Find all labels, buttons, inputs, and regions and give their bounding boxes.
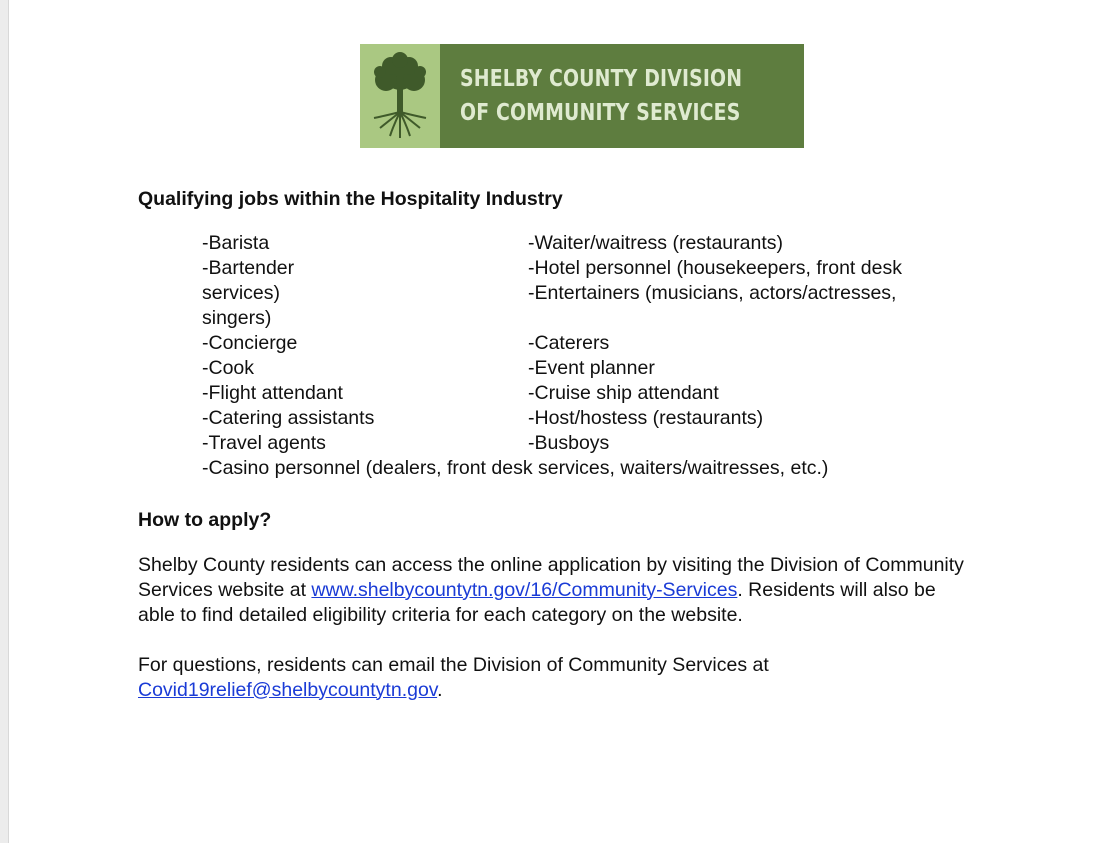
list-item: -Host/hostess (restaurants) xyxy=(528,407,764,429)
list-item: -Travel agents xyxy=(202,432,326,454)
logo-line-1: SHELBY COUNTY DIVISION xyxy=(460,66,743,92)
list-item: -Waiter/waitress (restaurants) xyxy=(528,232,783,254)
questions-text: For questions, residents can email the Division of Community Services at xyxy=(138,653,769,676)
document-content xyxy=(138,187,968,703)
apply-heading: How to apply? xyxy=(138,509,272,531)
questions-text-end: . xyxy=(437,678,443,701)
questions-paragraph xyxy=(138,653,968,703)
list-item: -Flight attendant xyxy=(202,382,343,404)
list-item: -Casino personnel (dealers, front desk services, waiters/waitresses, etc.) xyxy=(202,457,829,479)
section-heading: Qualifying jobs within the Hospitality Industry xyxy=(138,188,563,210)
shelby-county-logo xyxy=(360,44,763,148)
list-item: -Event planner xyxy=(528,357,655,379)
logo-line-2: OF COMMUNITY SERVICES xyxy=(460,100,741,126)
list-item: -Entertainers (musicians, actors/actresses, xyxy=(528,282,897,304)
list-item: -Cook xyxy=(202,357,255,379)
list-item: -Bartender xyxy=(202,257,295,279)
apply-text: Shelby County residents can access the online application by visiting the Division of Community Services website at xyxy=(138,553,964,601)
apply-paragraph xyxy=(138,553,968,628)
apply-text-end: . Residents will also be able to find detailed eligibility criteria for each category on the website. xyxy=(138,578,936,626)
email-link[interactable]: Covid19relief@shelbycountytn.gov xyxy=(138,678,438,701)
list-item: -Concierge xyxy=(202,332,298,354)
community-services-link[interactable]: www.shelbycountytn.gov/16/Community-Services xyxy=(311,578,738,601)
page-edge xyxy=(0,0,9,843)
jobs-list xyxy=(138,231,968,481)
list-item: services) xyxy=(202,282,281,304)
logo-text xyxy=(440,44,804,148)
list-item: -Hotel personnel (housekeepers, front desk xyxy=(528,257,902,279)
list-item: -Catering assistants xyxy=(202,407,375,429)
tree-icon xyxy=(360,44,440,148)
list-item: -Caterers xyxy=(528,332,610,354)
list-item: -Barista xyxy=(202,232,270,254)
list-item: singers) xyxy=(202,307,272,329)
list-item: -Busboys xyxy=(528,432,610,454)
list-item: -Cruise ship attendant xyxy=(528,382,719,404)
